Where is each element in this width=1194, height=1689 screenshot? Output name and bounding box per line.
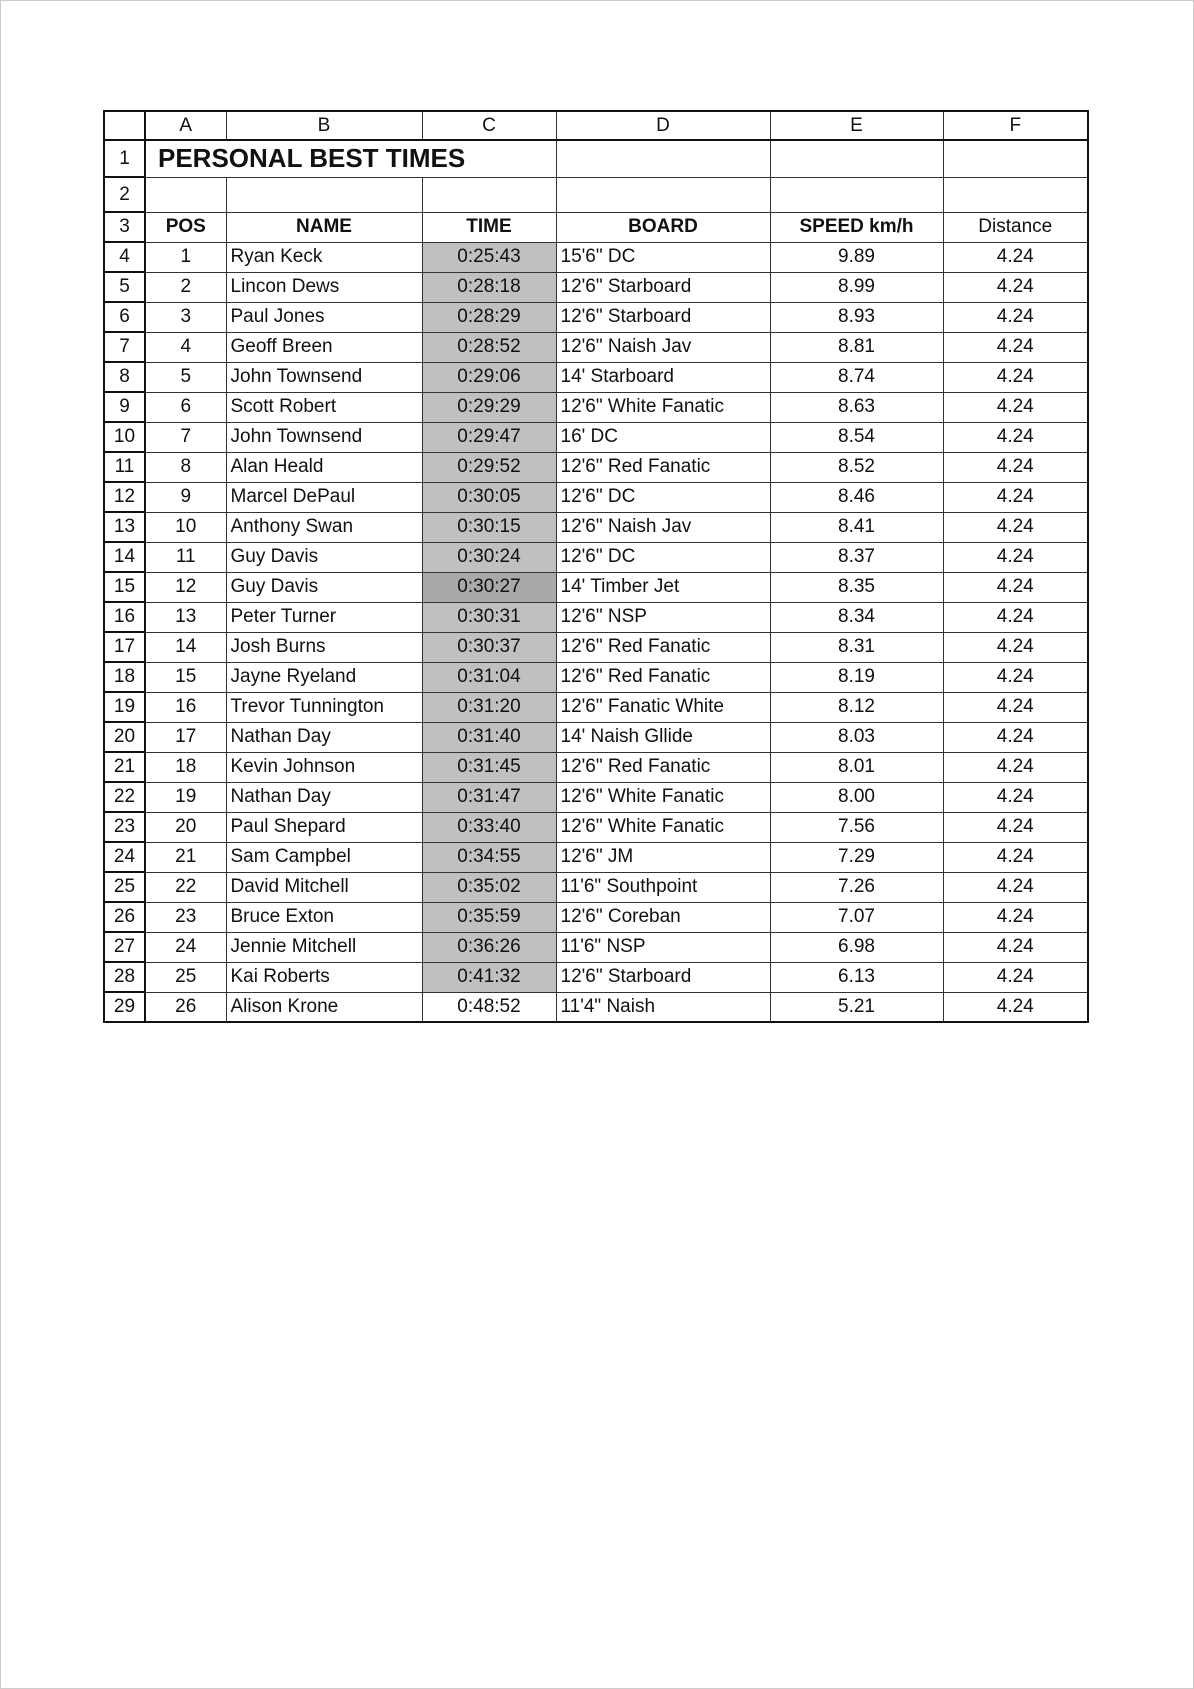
pos-cell[interactable]: 22 [145, 872, 226, 902]
cell[interactable] [226, 177, 422, 212]
pos-cell[interactable]: 7 [145, 422, 226, 452]
board-cell[interactable]: 12'6" Red Fanatic [556, 752, 770, 782]
table-row [104, 842, 1088, 872]
row-number[interactable]: 29 [104, 992, 145, 1022]
table-row [104, 602, 1088, 632]
speed-cell[interactable]: 8.01 [770, 752, 943, 782]
name-cell[interactable]: Bruce Exton [226, 902, 422, 932]
pos-cell[interactable]: 1 [145, 242, 226, 272]
distance-cell[interactable]: 4.24 [943, 902, 1088, 932]
time-cell[interactable]: 0:31:20 [422, 692, 556, 722]
header-time[interactable]: TIME [422, 212, 556, 242]
row-number[interactable]: 18 [104, 662, 145, 692]
table-row [104, 362, 1088, 392]
empty-row [104, 177, 1088, 212]
table-row [104, 392, 1088, 422]
distance-cell[interactable]: 4.24 [943, 782, 1088, 812]
table-row [104, 632, 1088, 662]
header-row [104, 212, 1088, 242]
table-row [104, 272, 1088, 302]
board-cell[interactable]: 11'6" Southpoint [556, 872, 770, 902]
title-row [104, 140, 1088, 177]
time-cell[interactable]: 0:30:05 [422, 482, 556, 512]
distance-cell[interactable]: 4.24 [943, 272, 1088, 302]
name-cell[interactable]: Josh Burns [226, 632, 422, 662]
speed-cell[interactable]: 8.41 [770, 512, 943, 542]
speed-cell[interactable]: 8.54 [770, 422, 943, 452]
time-cell[interactable]: 0:31:45 [422, 752, 556, 782]
speed-cell[interactable]: 8.46 [770, 482, 943, 512]
table-row [104, 482, 1088, 512]
speed-cell[interactable]: 8.99 [770, 272, 943, 302]
pos-cell[interactable]: 16 [145, 692, 226, 722]
table-row [104, 302, 1088, 332]
time-cell[interactable]: 0:30:31 [422, 602, 556, 632]
row-number[interactable]: 14 [104, 542, 145, 572]
board-cell[interactable]: 14' Starboard [556, 362, 770, 392]
row-number[interactable]: 25 [104, 872, 145, 902]
header-pos[interactable]: POS [145, 212, 226, 242]
time-cell[interactable]: 0:28:29 [422, 302, 556, 332]
pos-cell[interactable]: 13 [145, 602, 226, 632]
row-number[interactable]: 3 [104, 212, 145, 242]
cell[interactable] [770, 177, 943, 212]
distance-cell[interactable]: 4.24 [943, 632, 1088, 662]
row-number[interactable]: 20 [104, 722, 145, 752]
speed-cell[interactable]: 7.07 [770, 902, 943, 932]
table-row [104, 242, 1088, 272]
name-cell[interactable]: Scott Robert [226, 392, 422, 422]
board-cell[interactable]: 12'6" Naish Jav [556, 512, 770, 542]
table-row [104, 782, 1088, 812]
distance-cell[interactable]: 4.24 [943, 542, 1088, 572]
table-row [104, 662, 1088, 692]
name-cell[interactable]: David Mitchell [226, 872, 422, 902]
table-row [104, 332, 1088, 362]
time-cell[interactable]: 0:31:40 [422, 722, 556, 752]
pos-cell[interactable]: 14 [145, 632, 226, 662]
time-cell[interactable]: 0:29:47 [422, 422, 556, 452]
row-number[interactable]: 2 [104, 177, 145, 212]
table-row [104, 512, 1088, 542]
time-cell[interactable]: 0:29:52 [422, 452, 556, 482]
distance-cell[interactable]: 4.24 [943, 722, 1088, 752]
speed-cell[interactable]: 8.37 [770, 542, 943, 572]
name-cell[interactable]: Jayne Ryeland [226, 662, 422, 692]
cell[interactable] [943, 140, 1088, 177]
row-number[interactable]: 28 [104, 962, 145, 992]
name-cell[interactable]: Guy Davis [226, 572, 422, 602]
name-cell[interactable]: Kai Roberts [226, 962, 422, 992]
row-number[interactable]: 27 [104, 932, 145, 962]
table-row [104, 752, 1088, 782]
pos-cell[interactable]: 21 [145, 842, 226, 872]
table-row [104, 722, 1088, 752]
distance-cell[interactable]: 4.24 [943, 932, 1088, 962]
board-cell[interactable]: 12'6" White Fanatic [556, 812, 770, 842]
table-row [104, 932, 1088, 962]
header-name[interactable]: NAME [226, 212, 422, 242]
time-cell[interactable]: 0:36:26 [422, 932, 556, 962]
row-number[interactable]: 6 [104, 302, 145, 332]
table-row [104, 452, 1088, 482]
header-distance[interactable]: Distance [943, 212, 1088, 242]
speed-cell[interactable]: 7.29 [770, 842, 943, 872]
row-number[interactable]: 16 [104, 602, 145, 632]
pos-cell[interactable]: 24 [145, 932, 226, 962]
time-cell[interactable]: 0:33:40 [422, 812, 556, 842]
speed-cell[interactable]: 8.34 [770, 602, 943, 632]
pos-cell[interactable]: 17 [145, 722, 226, 752]
distance-cell[interactable]: 4.24 [943, 842, 1088, 872]
row-number[interactable]: 15 [104, 572, 145, 602]
row-number[interactable]: 23 [104, 812, 145, 842]
speed-cell[interactable]: 5.21 [770, 992, 943, 1022]
table-row [104, 542, 1088, 572]
distance-cell[interactable]: 4.24 [943, 812, 1088, 842]
board-cell[interactable]: 12'6" Naish Jav [556, 332, 770, 362]
time-cell[interactable]: 0:41:32 [422, 962, 556, 992]
board-cell[interactable]: 12'6" Red Fanatic [556, 662, 770, 692]
distance-cell[interactable]: 4.24 [943, 692, 1088, 722]
board-cell[interactable]: 12'6" JM [556, 842, 770, 872]
distance-cell[interactable]: 4.24 [943, 452, 1088, 482]
header-speed[interactable]: SPEED km/h [770, 212, 943, 242]
board-cell[interactable]: 15'6" DC [556, 242, 770, 272]
time-cell[interactable]: 0:29:06 [422, 362, 556, 392]
distance-cell[interactable]: 4.24 [943, 242, 1088, 272]
pos-cell[interactable]: 6 [145, 392, 226, 422]
row-number[interactable]: 26 [104, 902, 145, 932]
board-cell[interactable]: 16' DC [556, 422, 770, 452]
board-cell[interactable]: 12'6" White Fanatic [556, 782, 770, 812]
header-board[interactable]: BOARD [556, 212, 770, 242]
speed-cell[interactable]: 8.35 [770, 572, 943, 602]
name-cell[interactable]: John Townsend [226, 362, 422, 392]
cell[interactable] [422, 177, 556, 212]
board-cell[interactable]: 12'6" Coreban [556, 902, 770, 932]
column-header-c[interactable]: C [422, 111, 556, 140]
name-cell[interactable]: Ryan Keck [226, 242, 422, 272]
speed-cell[interactable]: 8.12 [770, 692, 943, 722]
speed-cell[interactable]: 8.19 [770, 662, 943, 692]
time-cell[interactable]: 0:30:15 [422, 512, 556, 542]
name-cell[interactable]: Alan Heald [226, 452, 422, 482]
name-cell[interactable]: Nathan Day [226, 782, 422, 812]
pos-cell[interactable]: 2 [145, 272, 226, 302]
distance-cell[interactable]: 4.24 [943, 992, 1088, 1022]
name-cell[interactable]: Geoff Breen [226, 332, 422, 362]
name-cell[interactable]: Marcel DePaul [226, 482, 422, 512]
distance-cell[interactable]: 4.24 [943, 572, 1088, 602]
name-cell[interactable]: Paul Shepard [226, 812, 422, 842]
speed-cell[interactable]: 8.52 [770, 452, 943, 482]
distance-cell[interactable]: 4.24 [943, 512, 1088, 542]
speed-cell[interactable]: 8.93 [770, 302, 943, 332]
distance-cell[interactable]: 4.24 [943, 302, 1088, 332]
column-header-f[interactable]: F [943, 111, 1088, 140]
personal-best-table [103, 110, 1089, 1023]
pos-cell[interactable]: 23 [145, 902, 226, 932]
name-cell[interactable]: Paul Jones [226, 302, 422, 332]
column-header-a[interactable]: A [145, 111, 226, 140]
column-header-d[interactable]: D [556, 111, 770, 140]
name-cell[interactable]: Nathan Day [226, 722, 422, 752]
distance-cell[interactable]: 4.24 [943, 602, 1088, 632]
name-cell[interactable]: Trevor Tunnington [226, 692, 422, 722]
pos-cell[interactable]: 26 [145, 992, 226, 1022]
column-header-row [104, 111, 1088, 140]
row-number[interactable]: 13 [104, 512, 145, 542]
speed-cell[interactable]: 7.56 [770, 812, 943, 842]
time-cell[interactable]: 0:35:02 [422, 872, 556, 902]
distance-cell[interactable]: 4.24 [943, 872, 1088, 902]
time-cell[interactable]: 0:30:37 [422, 632, 556, 662]
table-row [104, 962, 1088, 992]
pos-cell[interactable]: 11 [145, 542, 226, 572]
name-cell[interactable]: Guy Davis [226, 542, 422, 572]
sheet-title[interactable]: PERSONAL BEST TIMES [145, 140, 556, 177]
time-cell[interactable]: 0:29:29 [422, 392, 556, 422]
cell[interactable] [770, 140, 943, 177]
board-cell[interactable]: 12'6" Red Fanatic [556, 452, 770, 482]
name-cell[interactable]: Sam Campbel [226, 842, 422, 872]
time-cell[interactable]: 0:30:24 [422, 542, 556, 572]
table-row [104, 992, 1088, 1022]
pos-cell[interactable]: 20 [145, 812, 226, 842]
time-cell[interactable]: 0:28:18 [422, 272, 556, 302]
row-number[interactable]: 17 [104, 632, 145, 662]
time-cell[interactable]: 0:34:55 [422, 842, 556, 872]
distance-cell[interactable]: 4.24 [943, 392, 1088, 422]
table-row [104, 872, 1088, 902]
row-number[interactable]: 9 [104, 392, 145, 422]
pos-cell[interactable]: 5 [145, 362, 226, 392]
row-number[interactable]: 5 [104, 272, 145, 302]
name-cell[interactable]: Peter Turner [226, 602, 422, 632]
board-cell[interactable]: 12'6" Fanatic White [556, 692, 770, 722]
time-cell[interactable]: 0:28:52 [422, 332, 556, 362]
distance-cell[interactable]: 4.24 [943, 482, 1088, 512]
speed-cell[interactable]: 8.03 [770, 722, 943, 752]
board-cell[interactable]: 12'6" DC [556, 482, 770, 512]
pos-cell[interactable]: 8 [145, 452, 226, 482]
row-number[interactable]: 21 [104, 752, 145, 782]
corner-cell[interactable] [104, 111, 145, 140]
speed-cell[interactable]: 8.63 [770, 392, 943, 422]
name-cell[interactable]: Kevin Johnson [226, 752, 422, 782]
distance-cell[interactable]: 4.24 [943, 422, 1088, 452]
row-number[interactable]: 11 [104, 452, 145, 482]
table-row [104, 572, 1088, 602]
board-cell[interactable]: 14' Timber Jet [556, 572, 770, 602]
time-cell[interactable]: 0:31:04 [422, 662, 556, 692]
time-cell[interactable]: 0:48:52 [422, 992, 556, 1022]
pos-cell[interactable]: 18 [145, 752, 226, 782]
board-cell[interactable]: 12'6" Starboard [556, 272, 770, 302]
speed-cell[interactable]: 8.31 [770, 632, 943, 662]
pos-cell[interactable]: 15 [145, 662, 226, 692]
row-number[interactable]: 10 [104, 422, 145, 452]
row-number[interactable]: 1 [104, 140, 145, 177]
time-cell[interactable]: 0:25:43 [422, 242, 556, 272]
distance-cell[interactable]: 4.24 [943, 332, 1088, 362]
column-header-e[interactable]: E [770, 111, 943, 140]
row-number[interactable]: 24 [104, 842, 145, 872]
pos-cell[interactable]: 19 [145, 782, 226, 812]
row-number[interactable]: 22 [104, 782, 145, 812]
cell[interactable] [556, 177, 770, 212]
row-number[interactable]: 12 [104, 482, 145, 512]
distance-cell[interactable]: 4.24 [943, 362, 1088, 392]
cell[interactable] [556, 140, 770, 177]
name-cell[interactable]: Alison Krone [226, 992, 422, 1022]
speed-cell[interactable]: 7.26 [770, 872, 943, 902]
pos-cell[interactable]: 3 [145, 302, 226, 332]
pos-cell[interactable]: 10 [145, 512, 226, 542]
pos-cell[interactable]: 25 [145, 962, 226, 992]
name-cell[interactable]: Anthony Swan [226, 512, 422, 542]
row-number[interactable]: 8 [104, 362, 145, 392]
distance-cell[interactable]: 4.24 [943, 962, 1088, 992]
time-cell[interactable]: 0:35:59 [422, 902, 556, 932]
speed-cell[interactable]: 8.00 [770, 782, 943, 812]
table-row [104, 692, 1088, 722]
board-cell[interactable]: 11'6" NSP [556, 932, 770, 962]
pos-cell[interactable]: 9 [145, 482, 226, 512]
distance-cell[interactable]: 4.24 [943, 662, 1088, 692]
row-number[interactable]: 7 [104, 332, 145, 362]
pos-cell[interactable]: 12 [145, 572, 226, 602]
speed-cell[interactable]: 8.81 [770, 332, 943, 362]
time-cell[interactable]: 0:30:27 [422, 572, 556, 602]
board-cell[interactable]: 12'6" NSP [556, 602, 770, 632]
column-header-b[interactable]: B [226, 111, 422, 140]
row-number[interactable]: 4 [104, 242, 145, 272]
speed-cell[interactable]: 6.13 [770, 962, 943, 992]
board-cell[interactable]: 14' Naish Gllide [556, 722, 770, 752]
pos-cell[interactable]: 4 [145, 332, 226, 362]
name-cell[interactable]: Lincon Dews [226, 272, 422, 302]
table-row [104, 812, 1088, 842]
board-cell[interactable]: 12'6" Red Fanatic [556, 632, 770, 662]
speed-cell[interactable]: 9.89 [770, 242, 943, 272]
table-row [104, 422, 1088, 452]
table-row [104, 902, 1088, 932]
name-cell[interactable]: John Townsend [226, 422, 422, 452]
cell[interactable] [145, 177, 226, 212]
board-cell[interactable]: 12'6" Starboard [556, 962, 770, 992]
speed-cell[interactable]: 8.74 [770, 362, 943, 392]
cell[interactable] [943, 177, 1088, 212]
board-cell[interactable]: 12'6" Starboard [556, 302, 770, 332]
board-cell[interactable]: 11'4" Naish [556, 992, 770, 1022]
row-number[interactable]: 19 [104, 692, 145, 722]
time-cell[interactable]: 0:31:47 [422, 782, 556, 812]
distance-cell[interactable]: 4.24 [943, 752, 1088, 782]
board-cell[interactable]: 12'6" DC [556, 542, 770, 572]
board-cell[interactable]: 12'6" White Fanatic [556, 392, 770, 422]
name-cell[interactable]: Jennie Mitchell [226, 932, 422, 962]
speed-cell[interactable]: 6.98 [770, 932, 943, 962]
